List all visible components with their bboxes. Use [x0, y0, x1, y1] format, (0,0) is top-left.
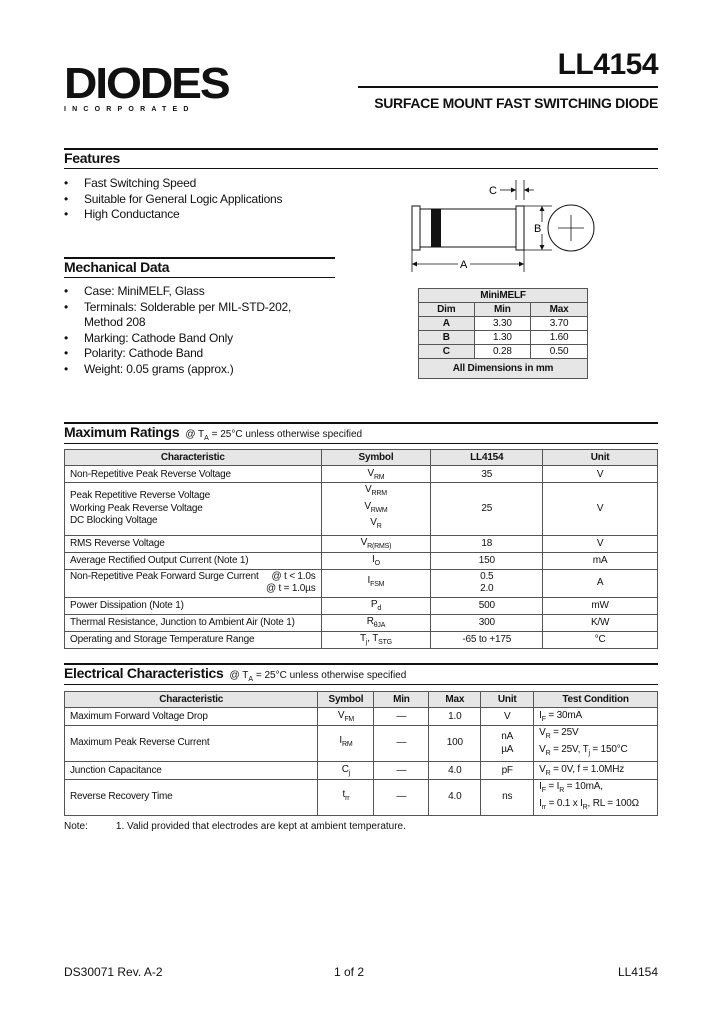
dimensions-table	[418, 288, 588, 379]
tc: I	[539, 710, 542, 721]
char-line: Non-Repetitive Peak Forward Surge Current	[70, 570, 259, 582]
end-cap-right	[516, 206, 524, 250]
ec-min: —	[374, 762, 429, 780]
dim-a-arrowhead-right	[519, 262, 524, 267]
table-row	[65, 597, 658, 614]
table-row	[419, 345, 588, 359]
sym: , T	[367, 633, 379, 644]
ec-header-test-condition: Test Condition	[534, 692, 658, 708]
mr-characteristic	[65, 569, 322, 597]
sym-sub: R(RMS)	[367, 543, 392, 550]
sym-sub: R	[376, 523, 382, 530]
sym-sub: FSM	[370, 580, 385, 588]
mr-symbol	[321, 597, 431, 614]
sym: t	[342, 789, 346, 801]
unit-line: µA	[501, 743, 514, 755]
mr-symbol	[321, 552, 431, 569]
char-condition: @ t = 1.0µs	[265, 583, 316, 594]
dim-header-dim: Dim	[419, 303, 475, 317]
ec-symbol	[318, 780, 374, 816]
ec-characteristic: Maximum Peak Reverse Current	[65, 726, 318, 762]
title-rule	[358, 86, 658, 88]
mechanical-item: • Case: MiniMELF, Glass	[64, 284, 291, 300]
sym: P	[370, 599, 378, 610]
ec-unit	[481, 726, 534, 762]
table-row	[419, 317, 588, 331]
mr-header-characteristic: Characteristic	[65, 450, 322, 466]
char-condition: @ t < 1.0s	[271, 570, 316, 582]
sym-sub: RM	[341, 741, 353, 749]
dim-b-label: B	[534, 223, 542, 235]
mr-characteristic: Power Dissipation (Note 1)	[65, 597, 322, 614]
table-row	[65, 631, 658, 648]
dim-cell: 0.50	[531, 345, 588, 359]
table-row	[65, 552, 658, 569]
ec-test-condition	[534, 780, 658, 816]
note	[64, 821, 406, 832]
table-row	[419, 331, 588, 345]
feature-item: • Suitable for General Logic Applications	[64, 192, 282, 208]
sym-sub: θJA	[373, 622, 386, 629]
tc-sub: R	[559, 787, 565, 794]
electrical-title	[64, 665, 406, 683]
cond-rest: = 25°C unless otherwise specified	[253, 670, 407, 681]
mr-symbol	[321, 466, 431, 483]
dim-c-arrowhead	[511, 188, 516, 193]
mechanical-item-text: Terminals: Solderable per MIL-STD-202,	[84, 299, 292, 314]
value-line: 0.5	[480, 570, 494, 582]
sym-sub: j	[365, 639, 368, 646]
dim-cell: 3.70	[531, 317, 588, 331]
mechanical-item: • Polarity: Cathode Band	[64, 346, 291, 362]
mr-unit: °C	[543, 631, 658, 648]
footer-doc-number: DS30071 Rev. A-2	[64, 965, 163, 979]
ec-header-unit: Unit	[481, 692, 534, 708]
tc-sub: j	[588, 749, 590, 757]
sym-sub: rr	[345, 795, 350, 803]
unit-line: nA	[501, 731, 514, 742]
char-line: Working Peak Reverse Voltage	[70, 502, 203, 514]
tc: = 0V, f = 1.0MHz	[550, 764, 625, 775]
dim-b-arrowhead-bottom	[540, 245, 545, 250]
sym: V	[364, 500, 371, 512]
mr-characteristic: Average Rectified Output Current (Note 1)	[65, 552, 322, 569]
sym: C	[341, 764, 349, 775]
dim-cell: A	[419, 317, 475, 331]
table-row	[65, 708, 658, 726]
ec-test-condition	[534, 762, 658, 780]
tc-sub: F	[541, 787, 546, 794]
tc: = 25V, T	[550, 743, 589, 755]
note-text: 1. Valid provided that electrodes are kept at ambient temperature.	[115, 821, 406, 832]
dim-b-arrowhead-top	[540, 206, 545, 211]
mr-unit: mA	[543, 552, 658, 569]
mr-value: 35	[431, 466, 543, 483]
mr-characteristic	[65, 483, 322, 536]
tc-sub: R	[545, 733, 551, 740]
cond-prefix: @ T	[185, 429, 205, 440]
tc: , RL = 100Ω	[587, 797, 639, 809]
mr-unit: A	[543, 569, 658, 597]
mr-value: 300	[431, 614, 543, 631]
features-title: Features	[64, 150, 120, 166]
sym-sub: j	[348, 770, 351, 777]
electrical-rule-bottom	[64, 684, 658, 685]
sym-sub: d	[377, 605, 382, 612]
tc: = 0.1 x I	[546, 797, 583, 809]
sym-sub: RWM	[370, 506, 388, 514]
dim-header-max: Max	[531, 303, 588, 317]
dim-table-title: MiniMELF	[419, 289, 588, 303]
table-row	[65, 569, 658, 597]
max-ratings-condition	[185, 429, 362, 440]
table-row	[65, 535, 658, 552]
document-subtitle: SURFACE MOUNT FAST SWITCHING DIODE	[374, 95, 658, 111]
dim-cell: B	[419, 331, 475, 345]
sym: I	[367, 574, 371, 586]
diodes-logo	[64, 59, 244, 114]
char-line: Peak Repetitive Reverse Voltage	[70, 490, 210, 501]
mr-unit: V	[543, 535, 658, 552]
sym: V	[360, 537, 368, 548]
mechanical-item	[64, 300, 291, 331]
ec-unit: V	[481, 708, 534, 726]
ec-unit: ns	[481, 780, 534, 816]
table-row	[65, 780, 658, 816]
tc: = 30mA	[545, 710, 582, 721]
dim-c-arrowhead-right	[524, 188, 529, 193]
char-line: DC Blocking Voltage	[70, 515, 158, 526]
sym: V	[365, 484, 372, 495]
dim-cell: 0.28	[474, 345, 530, 359]
mr-symbol	[321, 483, 431, 536]
table-row	[65, 726, 658, 762]
mr-symbol	[321, 631, 431, 648]
ec-min: —	[374, 708, 429, 726]
part-number-title: LL4154	[557, 48, 658, 81]
ec-characteristic: Reverse Recovery Time	[65, 780, 318, 816]
maximum-ratings-table	[64, 449, 658, 649]
sym-sub: FM	[344, 716, 355, 723]
dim-header-min: Min	[474, 303, 530, 317]
note-label: Note:	[64, 821, 88, 832]
ec-min: —	[374, 780, 429, 816]
electrical-characteristics-table	[64, 691, 658, 816]
footer-page-number: 1 of 2	[334, 965, 365, 979]
footer-part-number: LL4154	[617, 965, 658, 979]
sym: V	[367, 467, 374, 479]
sym: V	[337, 710, 345, 721]
logo-subtext: INCORPORATED	[64, 106, 195, 113]
mr-value: 25	[431, 483, 543, 536]
tc: V	[539, 727, 546, 738]
sym: I	[372, 554, 375, 565]
mr-characteristic: Thermal Resistance, Junction to Ambient Air (Note 1)	[65, 614, 322, 631]
value-line: 2.0	[480, 583, 494, 594]
dim-cell: 3.30	[474, 317, 530, 331]
dim-c-label: C	[489, 185, 497, 197]
dim-cell: 1.60	[531, 331, 588, 345]
tc: V	[539, 764, 546, 775]
cathode-band	[431, 209, 441, 247]
max-ratings-title-text: Maximum Ratings	[64, 424, 180, 440]
dim-table-footer: All Dimensions in mm	[419, 359, 588, 379]
feature-item: • High Conductance	[64, 207, 282, 223]
ec-min: —	[374, 726, 429, 762]
ec-max: 4.0	[429, 780, 481, 816]
cond-sub: A	[204, 435, 209, 442]
mr-characteristic: Non-Repetitive Peak Reverse Voltage	[65, 466, 322, 483]
table-row	[65, 483, 658, 536]
mechanical-item-text-cont: Method 208	[84, 315, 146, 329]
ec-header-characteristic: Characteristic	[65, 692, 318, 708]
logo-text: DIODES	[64, 59, 229, 108]
ec-symbol	[318, 762, 374, 780]
tc-sub: F	[541, 716, 546, 723]
mr-value: 150	[431, 552, 543, 569]
ec-header-max: Max	[429, 692, 481, 708]
table-row	[65, 762, 658, 780]
ec-header-symbol: Symbol	[318, 692, 374, 708]
tc: V	[539, 743, 546, 755]
cond-rest: = 25°C unless otherwise specified	[208, 429, 363, 440]
mr-characteristic: RMS Reverse Voltage	[65, 535, 322, 552]
ec-test-condition	[534, 708, 658, 726]
ec-test-condition	[534, 726, 658, 762]
tc-sub: R	[582, 803, 588, 811]
sym-sub: STG	[378, 639, 392, 646]
sym-sub: RM	[373, 473, 385, 481]
mr-unit: V	[543, 483, 658, 536]
tc: = 150°C	[589, 743, 628, 755]
ec-symbol	[318, 708, 374, 726]
tc: = I	[545, 781, 560, 792]
ec-max: 1.0	[429, 708, 481, 726]
electrical-condition	[230, 670, 407, 681]
ec-max: 4.0	[429, 762, 481, 780]
mechanical-list	[64, 284, 291, 377]
mr-header-value: LL4154	[431, 450, 543, 466]
sym: T	[359, 633, 366, 644]
mechanical-rule-bottom	[64, 277, 335, 278]
mr-header-symbol: Symbol	[321, 450, 431, 466]
dim-a-arrowhead-left	[412, 262, 417, 267]
sym: R	[366, 616, 374, 627]
mr-value: 18	[431, 535, 543, 552]
mr-symbol	[321, 614, 431, 631]
tc: I	[539, 797, 542, 809]
feature-item: • Fast Switching Speed	[64, 176, 282, 192]
sym-sub: O	[374, 560, 380, 567]
tc: = 25V	[550, 727, 579, 738]
end-cap-left	[412, 206, 420, 250]
package-outline-diagram	[400, 178, 600, 278]
mr-unit: K/W	[543, 614, 658, 631]
table-row	[65, 614, 658, 631]
features-list	[64, 176, 282, 223]
tc-sub: R	[545, 749, 551, 757]
ec-symbol	[318, 726, 374, 762]
electrical-title-text: Electrical Characteristics	[64, 665, 224, 681]
ec-characteristic: Maximum Forward Voltage Drop	[65, 708, 318, 726]
mr-characteristic: Operating and Storage Temperature Range	[65, 631, 322, 648]
table-row	[65, 466, 658, 483]
sym: V	[370, 517, 377, 528]
ec-characteristic: Junction Capacitance	[65, 762, 318, 780]
dim-cell: 1.30	[474, 331, 530, 345]
mr-symbol	[321, 569, 431, 597]
features-rule-bottom	[64, 168, 658, 169]
mr-symbol	[321, 535, 431, 552]
ec-unit: pF	[481, 762, 534, 780]
mr-value: 500	[431, 597, 543, 614]
mr-value: -65 to +175	[431, 631, 543, 648]
sym: I	[339, 735, 342, 747]
mr-unit: mW	[543, 597, 658, 614]
ec-max: 100	[429, 726, 481, 762]
cond-sub: A	[248, 676, 254, 683]
tc-sub: R	[545, 770, 551, 777]
tc-sub: rr	[541, 803, 547, 811]
cond-prefix: @ T	[229, 670, 249, 681]
mechanical-title: Mechanical Data	[64, 259, 170, 275]
max-ratings-title	[64, 424, 362, 442]
dim-cell: C	[419, 345, 475, 359]
dim-a-label: A	[460, 259, 468, 271]
sym-sub: RRM	[371, 490, 387, 497]
tc: = 10mA,	[564, 781, 603, 792]
mr-value	[431, 569, 543, 597]
max-ratings-rule-bottom	[64, 443, 658, 444]
mechanical-item: • Marking: Cathode Band Only	[64, 331, 291, 347]
mr-header-unit: Unit	[543, 450, 658, 466]
features-rule	[64, 148, 658, 150]
ec-header-min: Min	[374, 692, 429, 708]
mr-unit: V	[543, 466, 658, 483]
mechanical-item: • Weight: 0.05 grams (approx.)	[64, 362, 291, 378]
tc: I	[539, 781, 542, 792]
